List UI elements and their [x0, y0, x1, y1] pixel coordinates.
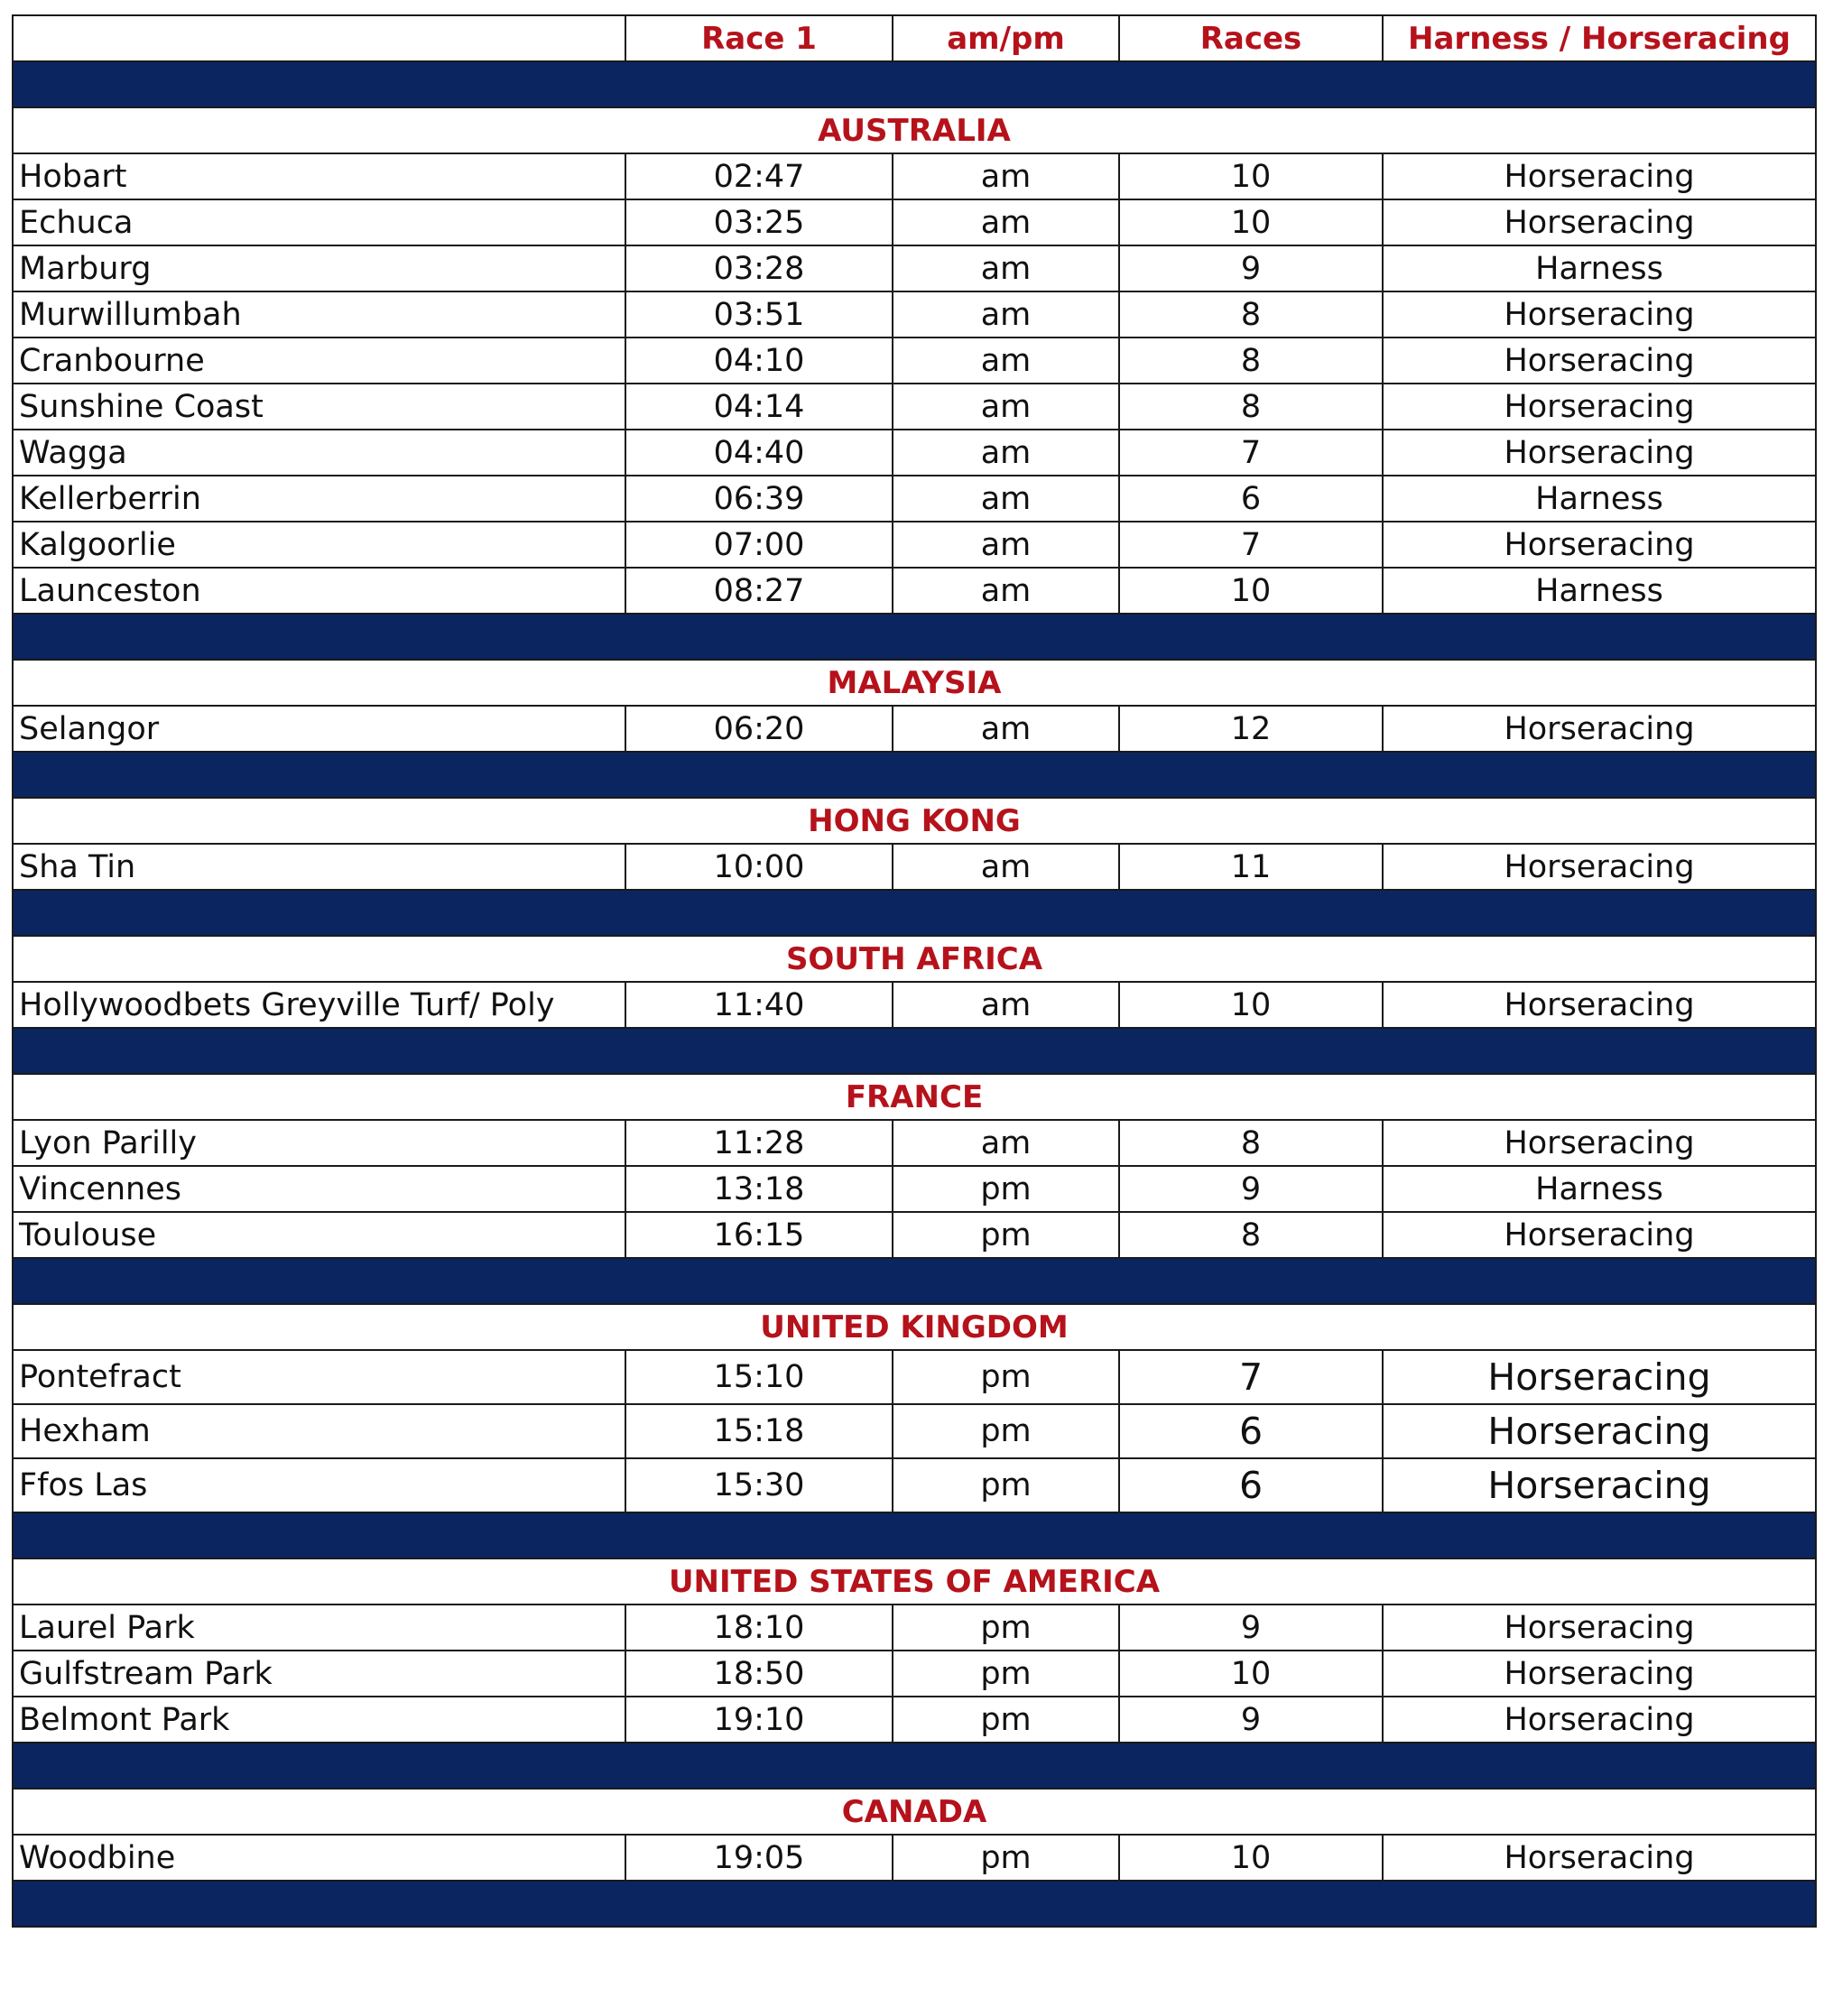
- country-row: [13, 1558, 1816, 1604]
- section-divider: [13, 1028, 1816, 1074]
- venue-row: [13, 476, 1816, 522]
- divider-cell: [13, 1512, 1816, 1558]
- venue-name: Hexham: [13, 1404, 625, 1458]
- race-type: Horseracing: [1383, 1458, 1816, 1512]
- am-pm: pm: [893, 1651, 1119, 1697]
- venue-name: Laurel Park: [13, 1604, 625, 1651]
- venue-row: [13, 430, 1816, 476]
- race-type: Horseracing: [1383, 430, 1816, 476]
- race1-time: 10:00: [625, 844, 893, 890]
- divider-cell: [13, 1743, 1816, 1789]
- race-count: 10: [1119, 1835, 1383, 1881]
- race-type: Horseracing: [1383, 1697, 1816, 1743]
- venue-name: Woodbine: [13, 1835, 625, 1881]
- header-race1: Race 1: [625, 15, 893, 61]
- country-row: [13, 1304, 1816, 1350]
- country-heading: HONG KONG: [13, 798, 1816, 844]
- divider-cell: [13, 1258, 1816, 1304]
- race1-time: 19:05: [625, 1835, 893, 1881]
- venue-name: Sha Tin: [13, 844, 625, 890]
- venue-row: [13, 1697, 1816, 1743]
- country-row: [13, 660, 1816, 706]
- header-ampm: am/pm: [893, 15, 1119, 61]
- race1-time: 15:10: [625, 1350, 893, 1404]
- race-type: Harness: [1383, 245, 1816, 291]
- venue-name: Selangor: [13, 706, 625, 752]
- race1-time: 03:51: [625, 291, 893, 338]
- am-pm: am: [893, 291, 1119, 338]
- venue-name: Lyon Parilly: [13, 1120, 625, 1166]
- country-heading: CANADA: [13, 1789, 1816, 1835]
- am-pm: pm: [893, 1697, 1119, 1743]
- race-type: Harness: [1383, 1166, 1816, 1212]
- venue-name: Launceston: [13, 568, 625, 614]
- am-pm: pm: [893, 1458, 1119, 1512]
- race-count: 11: [1119, 844, 1383, 890]
- divider-cell: [13, 1028, 1816, 1074]
- race-count: 6: [1119, 476, 1383, 522]
- venue-row: [13, 1651, 1816, 1697]
- race-type: Harness: [1383, 476, 1816, 522]
- race-type: Horseracing: [1383, 1350, 1816, 1404]
- race1-time: 18:50: [625, 1651, 893, 1697]
- race1-time: 07:00: [625, 522, 893, 568]
- race-type: Harness: [1383, 568, 1816, 614]
- am-pm: am: [893, 199, 1119, 245]
- am-pm: pm: [893, 1212, 1119, 1258]
- am-pm: am: [893, 844, 1119, 890]
- am-pm: am: [893, 430, 1119, 476]
- race-type: Horseracing: [1383, 199, 1816, 245]
- am-pm: am: [893, 476, 1119, 522]
- venue-name: Cranbourne: [13, 338, 625, 384]
- race1-time: 08:27: [625, 568, 893, 614]
- venue-name: Marburg: [13, 245, 625, 291]
- race-count: 10: [1119, 982, 1383, 1028]
- race1-time: 04:14: [625, 384, 893, 430]
- country-heading: AUSTRALIA: [13, 107, 1816, 153]
- race-count: 10: [1119, 1651, 1383, 1697]
- race-schedule-body: [13, 15, 1816, 1927]
- venue-name: Hobart: [13, 153, 625, 199]
- section-divider: [13, 1881, 1816, 1927]
- race1-time: 18:10: [625, 1604, 893, 1651]
- venue-row: [13, 568, 1816, 614]
- am-pm: pm: [893, 1835, 1119, 1881]
- header-venue: [13, 15, 625, 61]
- race-type: Horseracing: [1383, 982, 1816, 1028]
- am-pm: am: [893, 1120, 1119, 1166]
- header-races: Races: [1119, 15, 1383, 61]
- race-count: 7: [1119, 430, 1383, 476]
- venue-name: Ffos Las: [13, 1458, 625, 1512]
- race-type: Horseracing: [1383, 706, 1816, 752]
- divider-cell: [13, 752, 1816, 798]
- race-count: 8: [1119, 338, 1383, 384]
- race1-time: 16:15: [625, 1212, 893, 1258]
- race-count: 9: [1119, 1697, 1383, 1743]
- race-type: Horseracing: [1383, 522, 1816, 568]
- country-row: [13, 1074, 1816, 1120]
- race-count: 9: [1119, 245, 1383, 291]
- country-row: [13, 1789, 1816, 1835]
- race1-time: 02:47: [625, 153, 893, 199]
- venue-row: [13, 706, 1816, 752]
- am-pm: am: [893, 568, 1119, 614]
- am-pm: am: [893, 338, 1119, 384]
- race-count: 8: [1119, 291, 1383, 338]
- country-row: [13, 798, 1816, 844]
- divider-cell: [13, 61, 1816, 107]
- race-count: 12: [1119, 706, 1383, 752]
- race1-time: 03:25: [625, 199, 893, 245]
- venue-row: [13, 1835, 1816, 1881]
- venue-name: Kellerberrin: [13, 476, 625, 522]
- country-row: [13, 107, 1816, 153]
- race-type: Horseracing: [1383, 1835, 1816, 1881]
- header-row: [13, 15, 1816, 61]
- section-divider: [13, 752, 1816, 798]
- venue-row: [13, 199, 1816, 245]
- am-pm: am: [893, 982, 1119, 1028]
- race-type: Horseracing: [1383, 384, 1816, 430]
- race-count: 7: [1119, 1350, 1383, 1404]
- race-type: Horseracing: [1383, 844, 1816, 890]
- section-divider: [13, 1512, 1816, 1558]
- venue-row: [13, 384, 1816, 430]
- venue-row: [13, 245, 1816, 291]
- am-pm: pm: [893, 1166, 1119, 1212]
- venue-row: [13, 153, 1816, 199]
- venue-row: [13, 1120, 1816, 1166]
- venue-row: [13, 522, 1816, 568]
- race-schedule-table: [12, 14, 1817, 1928]
- venue-row: [13, 1404, 1816, 1458]
- race1-time: 11:40: [625, 982, 893, 1028]
- venue-name: Wagga: [13, 430, 625, 476]
- race1-time: 15:30: [625, 1458, 893, 1512]
- country-heading: UNITED KINGDOM: [13, 1304, 1816, 1350]
- divider-cell: [13, 1881, 1816, 1927]
- race-type: Horseracing: [1383, 1404, 1816, 1458]
- country-row: [13, 936, 1816, 982]
- am-pm: am: [893, 245, 1119, 291]
- country-heading: SOUTH AFRICA: [13, 936, 1816, 982]
- divider-cell: [13, 614, 1816, 660]
- am-pm: am: [893, 706, 1119, 752]
- race-count: 10: [1119, 153, 1383, 199]
- race-count: 10: [1119, 199, 1383, 245]
- race1-time: 03:28: [625, 245, 893, 291]
- country-heading: FRANCE: [13, 1074, 1816, 1120]
- venue-name: Sunshine Coast: [13, 384, 625, 430]
- race-count: 8: [1119, 1212, 1383, 1258]
- am-pm: pm: [893, 1350, 1119, 1404]
- race-type: Horseracing: [1383, 338, 1816, 384]
- venue-row: [13, 1350, 1816, 1404]
- venue-row: [13, 338, 1816, 384]
- venue-name: Hollywoodbets Greyville Turf/ Poly: [13, 982, 625, 1028]
- race-count: 6: [1119, 1404, 1383, 1458]
- race1-time: 19:10: [625, 1697, 893, 1743]
- race-type: Horseracing: [1383, 1120, 1816, 1166]
- race-type: Horseracing: [1383, 1651, 1816, 1697]
- venue-row: [13, 982, 1816, 1028]
- venue-name: Echuca: [13, 199, 625, 245]
- divider-cell: [13, 890, 1816, 936]
- race-count: 9: [1119, 1604, 1383, 1651]
- venue-row: [13, 291, 1816, 338]
- race-type: Horseracing: [1383, 1604, 1816, 1651]
- section-divider: [13, 890, 1816, 936]
- race1-time: 06:20: [625, 706, 893, 752]
- am-pm: pm: [893, 1604, 1119, 1651]
- venue-name: Vincennes: [13, 1166, 625, 1212]
- race-count: 8: [1119, 384, 1383, 430]
- country-heading: UNITED STATES OF AMERICA: [13, 1558, 1816, 1604]
- race1-time: 04:40: [625, 430, 893, 476]
- am-pm: am: [893, 522, 1119, 568]
- venue-row: [13, 1604, 1816, 1651]
- section-divider: [13, 1258, 1816, 1304]
- race-count: 8: [1119, 1120, 1383, 1166]
- am-pm: pm: [893, 1404, 1119, 1458]
- am-pm: am: [893, 153, 1119, 199]
- race1-time: 11:28: [625, 1120, 893, 1166]
- section-divider: [13, 1743, 1816, 1789]
- venue-name: Pontefract: [13, 1350, 625, 1404]
- race-type: Horseracing: [1383, 153, 1816, 199]
- section-divider: [13, 61, 1816, 107]
- race1-time: 15:18: [625, 1404, 893, 1458]
- race1-time: 04:10: [625, 338, 893, 384]
- race-type: Horseracing: [1383, 291, 1816, 338]
- country-heading: MALAYSIA: [13, 660, 1816, 706]
- race-count: 7: [1119, 522, 1383, 568]
- race-count: 10: [1119, 568, 1383, 614]
- header-type: Harness / Horseracing: [1383, 15, 1816, 61]
- race-type: Horseracing: [1383, 1212, 1816, 1258]
- race1-time: 13:18: [625, 1166, 893, 1212]
- venue-row: [13, 844, 1816, 890]
- venue-name: Kalgoorlie: [13, 522, 625, 568]
- venue-row: [13, 1212, 1816, 1258]
- race1-time: 06:39: [625, 476, 893, 522]
- venue-name: Belmont Park: [13, 1697, 625, 1743]
- venue-row: [13, 1458, 1816, 1512]
- venue-row: [13, 1166, 1816, 1212]
- venue-name: Toulouse: [13, 1212, 625, 1258]
- section-divider: [13, 614, 1816, 660]
- race-count: 6: [1119, 1458, 1383, 1512]
- race-count: 9: [1119, 1166, 1383, 1212]
- am-pm: am: [893, 384, 1119, 430]
- venue-name: Murwillumbah: [13, 291, 625, 338]
- venue-name: Gulfstream Park: [13, 1651, 625, 1697]
